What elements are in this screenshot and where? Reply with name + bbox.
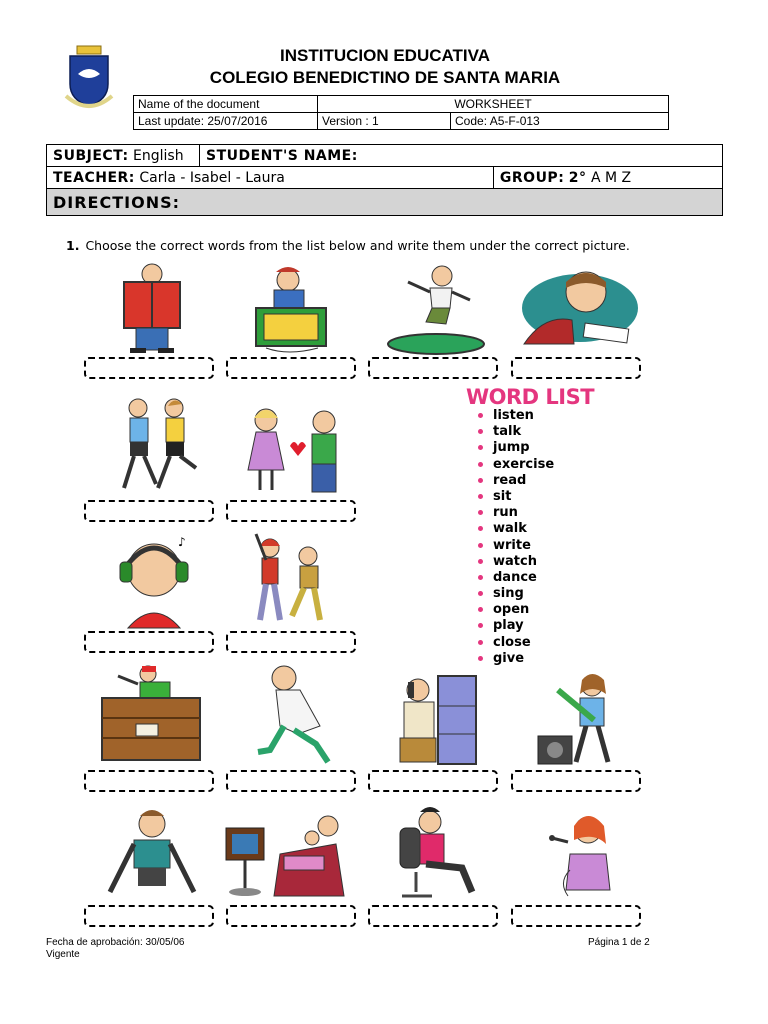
answer-box-10[interactable] (226, 770, 356, 792)
word-list-item (478, 618, 554, 634)
word-list-item (478, 570, 554, 586)
answer-box-3[interactable] (368, 357, 498, 379)
bullet-dot-icon (478, 429, 483, 434)
document-status: Vigente (46, 949, 80, 960)
group-label: GROUP: (499, 169, 565, 186)
word-list-word: walk (493, 521, 527, 537)
document-meta-table (133, 95, 669, 130)
bullet-dot-icon (478, 656, 483, 661)
word-list-word: play (493, 618, 524, 634)
word-list-item (478, 440, 554, 456)
bullet-dot-icon (478, 494, 483, 499)
bullet-dot-icon (478, 526, 483, 531)
answer-box-1[interactable] (84, 357, 214, 379)
word-list-item (478, 473, 554, 489)
answer-box-8[interactable] (226, 631, 356, 653)
word-list-word: jump (493, 440, 530, 456)
word-list-word: run (493, 505, 518, 521)
institution-title: INSTITUCION EDUCATIVA (280, 46, 490, 65)
bullet-dot-icon (478, 445, 483, 450)
couple-dancing-icon (236, 528, 346, 630)
word-list-word: give (493, 650, 525, 666)
man-child-watching-tv-icon (224, 814, 362, 898)
page-number: Página 1 de 2 (588, 937, 650, 948)
exercise-instruction (66, 238, 630, 253)
bullet-dot-icon (478, 640, 483, 645)
answer-box-9[interactable] (84, 770, 214, 792)
word-list-item (478, 586, 554, 602)
teacher-label: TEACHER: (53, 169, 135, 186)
student-info-table (46, 144, 723, 216)
doc-name-value: WORKSHEET (318, 96, 669, 113)
woman-singing-microphone-icon (544, 810, 616, 900)
word-list-word: read (493, 472, 527, 488)
bullet-dot-icon (478, 543, 483, 548)
word-list-word: write (493, 537, 531, 553)
bullet-dot-icon (478, 559, 483, 564)
man-walking-icon (250, 664, 340, 768)
word-list-item (478, 554, 554, 570)
answer-box-15[interactable] (368, 905, 498, 927)
group-cell (493, 167, 722, 189)
answer-box-11[interactable] (368, 770, 498, 792)
answer-box-7[interactable] (84, 631, 214, 653)
version: Version : 1 (318, 113, 451, 130)
word-list (478, 408, 554, 667)
word-list-word: open (493, 602, 530, 618)
answer-box-6[interactable] (226, 500, 356, 522)
boy-listening-headphones-icon (114, 534, 200, 630)
word-list-word: watch (493, 553, 537, 569)
answer-box-2[interactable] (226, 357, 356, 379)
instruction-text: Choose the correct words from the list below and write them under the correct picture. (85, 238, 630, 253)
word-list-item (478, 635, 554, 651)
directions-cell (47, 189, 723, 216)
answer-box-13[interactable] (84, 905, 214, 927)
bullet-dot-icon (478, 462, 483, 467)
word-list-item (478, 408, 554, 424)
bullet-dot-icon (478, 510, 483, 515)
last-update: Last update: 25/07/2016 (134, 113, 318, 130)
bullet-dot-icon (478, 575, 483, 580)
subject-cell (47, 145, 200, 167)
boy-opening-gift-box-icon (248, 264, 343, 356)
man-closing-crate-icon (98, 662, 204, 766)
boy-reading-book-icon (112, 262, 192, 354)
bullet-dot-icon (478, 478, 483, 483)
answer-box-4[interactable] (511, 357, 641, 379)
approval-date: Fecha de aprobación: 30/05/06 (46, 937, 185, 948)
word-list-word: sit (493, 488, 512, 504)
bullet-dot-icon (478, 623, 483, 628)
svg-text:♪: ♪ (178, 535, 186, 549)
word-list-item (478, 651, 554, 667)
group-value: 2° (568, 169, 587, 186)
man-talking-phone-icon (394, 672, 482, 768)
doc-name-label: Name of the document (134, 96, 318, 113)
answer-box-16[interactable] (511, 905, 641, 927)
student-name-label: STUDENT'S NAME: (206, 147, 358, 164)
code: Code: A5-F-013 (451, 113, 669, 130)
answer-box-14[interactable] (226, 905, 356, 927)
word-list-title: WORD LIST (466, 385, 595, 409)
teacher-value: Carla - Isabel - Laura (139, 169, 285, 186)
word-list-word: sing (493, 586, 524, 602)
answer-box-5[interactable] (84, 500, 214, 522)
school-crest-logo (60, 44, 118, 114)
word-list-word: talk (493, 424, 522, 440)
bullet-dot-icon (478, 591, 483, 596)
word-list-item (478, 457, 554, 473)
word-list-word: exercise (493, 456, 555, 472)
word-list-item (478, 602, 554, 618)
word-list-word: dance (493, 569, 537, 585)
bullet-dot-icon (478, 413, 483, 418)
word-list-item (478, 424, 554, 440)
word-list-item (478, 521, 554, 537)
boy-writing-icon (514, 264, 638, 346)
word-list-word: listen (493, 408, 534, 423)
teacher-cell (47, 167, 494, 189)
man-playing-guitar-icon (536, 670, 622, 770)
word-list-item (478, 489, 554, 505)
group-suffix: A M Z (590, 169, 632, 186)
boy-jumping-trampoline-icon (386, 262, 488, 358)
subject-value: English (133, 147, 184, 164)
exercise-number: 1. (66, 238, 80, 253)
school-name: COLEGIO BENEDICTINO DE SANTA MARIA (209, 68, 561, 87)
bullet-dot-icon (478, 607, 483, 612)
directions-label: DIRECTIONS: (53, 192, 181, 212)
man-sitting-chair-icon (396, 806, 480, 902)
word-list-item (478, 538, 554, 554)
boy-giving-heart-to-girl-icon (242, 404, 346, 500)
student-name-cell[interactable] (200, 145, 723, 167)
man-exercising-icon (100, 806, 204, 898)
subject-label: SUBJECT: (53, 147, 129, 164)
word-list-item (478, 505, 554, 521)
word-list-word: close (493, 634, 531, 650)
two-people-running-icon (100, 396, 204, 498)
answer-box-12[interactable] (511, 770, 641, 792)
